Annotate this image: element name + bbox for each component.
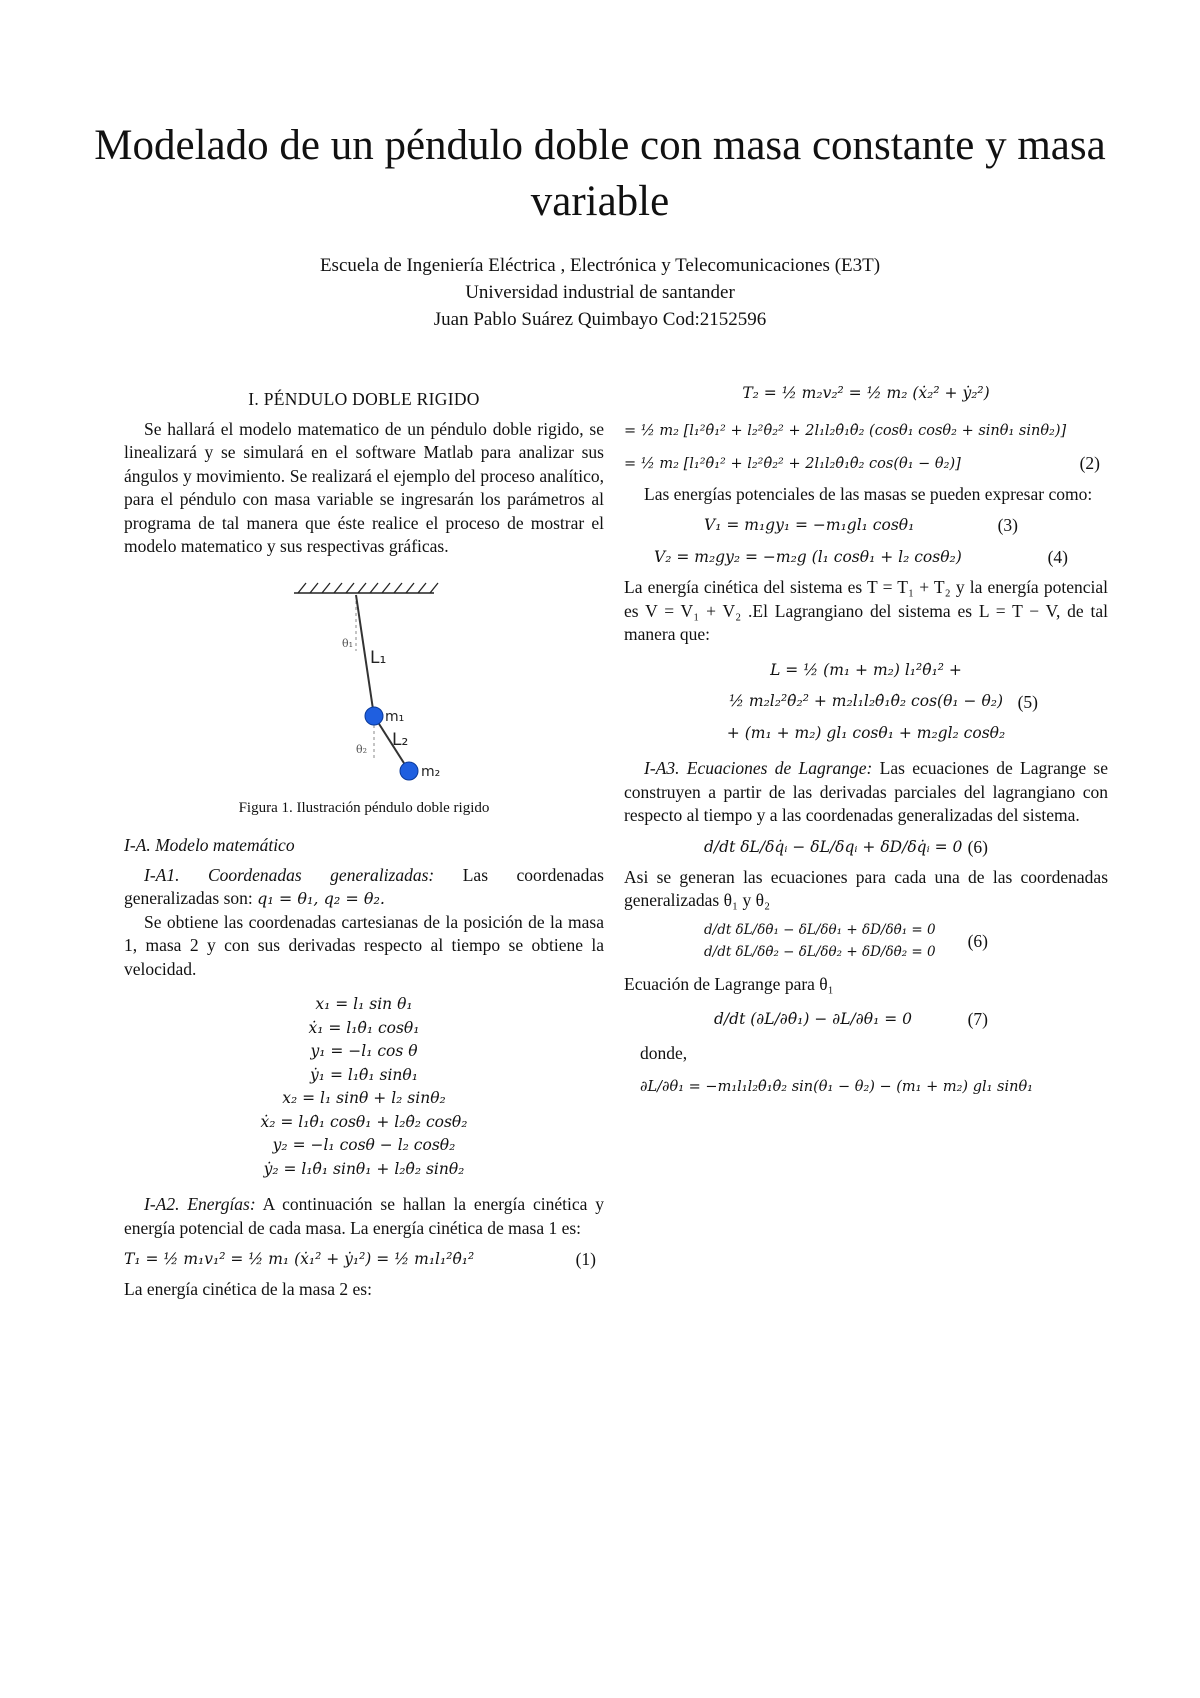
energies-paragraph <box>124 1193 604 1240</box>
generalized-coords-paragraph: Asi se generan las ecuaciones para cada una de las coordenadas generalizadas θ₁ y θ₂ <box>624 866 1108 910</box>
equation-number: (5) <box>1017 691 1038 712</box>
author-name: Juan Pablo Suárez Quimbayo Cod:2152596 <box>433 309 767 330</box>
affiliation-university: Universidad industrial de santander <box>465 282 735 303</box>
theta2-label: θ₂ <box>356 742 368 756</box>
equation-2c <box>624 450 1108 477</box>
equation: ẋ₂ = l₁θ̇₁ cosθ₁ + l₂θ̇₂ cosθ₂ <box>260 1112 468 1131</box>
equation-4 <box>624 544 1108 570</box>
author-block <box>60 252 1140 333</box>
a2-heading: I-A2. Energías: <box>144 1194 256 1214</box>
equation-6 <box>624 834 1108 860</box>
equation-3 <box>624 512 1108 538</box>
donde-text: donde, <box>640 1043 688 1063</box>
equation: ẏ₂ = l₁θ̇₁ sinθ₁ + l₂θ̇₂ sinθ₂ <box>263 1159 465 1178</box>
equation: ẏ₁ = l₁θ̇₁ sinθ₁ <box>310 1065 418 1084</box>
equation-2a: T₂ = ½ m₂v₂² = ½ m₂ (ẋ₂² + ẏ₂²) <box>742 384 990 402</box>
equation-2c-body: = ½ m₂ [l₁²θ̇₁² + l₂²θ̇₂² + 2l₁l₂θ̇₁θ̇₂ cos(θ₁ − θ₂)] <box>624 455 961 472</box>
equation-6b-2: d/dt δL/δθ̇₂ − δL/δθ₂ + δD/δθ̇₂ = 0 <box>704 943 936 960</box>
theta1-label: θ₁ <box>342 636 354 650</box>
a3-text: Las ecuaciones de Lagrange se construyen a partir de las derivadas parciales del lagrangiano con respecto al tiempo y a las coordenadas generalizadas del sistema. <box>624 758 1108 825</box>
equation-5 <box>624 659 1108 746</box>
a2-text: A continuación se hallan la energía cinética y energía potencial de cada masa. La energía cinética de masa 1 es: <box>124 1194 604 1238</box>
L2-label: L₂ <box>392 729 409 750</box>
paper-title: Modelado de un péndulo doble con masa constante y masa variable <box>94 122 1106 225</box>
subsection-heading: I-A. Modelo matemático <box>124 835 295 855</box>
intro-paragraph: Se hallará el modelo matematico de un péndulo doble rigido, se linealizará y se simulará en el software Matlab para analizar sus ángulos y movimiento. Se realizará el ejemplo del proceso analítico, para el péndulo con masa variable se ingresarán los parámetros al programa de tal manera que éste realice el proceso de mostrar el modelo matematico y sus respectivas gráficas. <box>124 418 604 556</box>
left-column <box>124 388 604 1302</box>
a3-heading: I-A3. Ecuaciones de Lagrange: <box>644 758 873 778</box>
equation-6b <box>624 919 1108 963</box>
affiliation-school: Escuela de Ingeniería Eléctrica , Electrónica y Telecomunicaciones (E3T) <box>319 255 881 276</box>
equation-7-body: d/dt (∂L/∂θ̇₁) − ∂L/∂θ₁ = 0 <box>714 1010 913 1028</box>
a1-heading: I-A1. Coordenadas generalizadas: <box>144 864 435 885</box>
equation-5b: ½ m₂l₂²θ̇₂² + m₂l₁l₂θ̇₁θ̇₂ cos(θ₁ − θ₂) <box>728 692 1004 710</box>
equation-7 <box>624 1006 1108 1032</box>
equation-5c: + (m₁ + m₂) gl₁ cosθ₁ + m₂gl₂ cosθ₂ <box>726 723 1006 742</box>
potential-paragraph: Las energías potenciales de las masas se pueden expresar como: <box>644 483 1093 504</box>
a1-math: q₁ = θ₁, q₂ = θ₂. <box>257 889 385 908</box>
equation-number: (6) <box>967 836 988 857</box>
equation-3-body: V₁ = m₁gy₁ = −m₁gl₁ cosθ₁ <box>704 516 915 534</box>
coords-paragraph <box>124 864 604 911</box>
a1-text: Las coordenadas generalizadas son: <box>124 864 604 908</box>
equation-number: (7) <box>967 1009 988 1029</box>
cartesian-equations <box>124 993 604 1181</box>
double-pendulum-figure <box>264 581 464 791</box>
equation-number: (1) <box>575 1249 596 1269</box>
equation-number: (3) <box>997 515 1018 535</box>
figure-caption: Figura 1. Ilustración péndulo doble rigido <box>238 799 490 816</box>
kinetic-m2-text: La energía cinética de la masa 2 es: <box>124 1279 372 1299</box>
equation-4-body: V₂ = m₂gy₂ = −m₂g (l₁ cosθ₁ + l₂ cosθ₂) <box>654 548 962 566</box>
lagrangian-paragraph: La energía cinética del sistema es T = T₁ + T₂ y la energía potencial es V = V₁ + V₂ .El Lagrangiano del sistema es L = T − V, de tal manera que: <box>624 577 1108 644</box>
equation-5a: L = ½ (m₁ + m₂) l₁²θ̇₁² + <box>770 660 962 679</box>
equation-6-body: d/dt δL/δq̇ᵢ − δL/δqᵢ + δD/δq̇ᵢ = 0 <box>704 837 963 856</box>
mass-1 <box>365 707 383 725</box>
cartesian-paragraph: Se obtiene las coordenadas cartesianas de la posición de la masa 1, masa 2 y con sus derivadas respecto al tiempo se obtiene la velocidad. <box>124 911 604 979</box>
lagrange-theta1-text: Ecuación de Lagrange para θ₁ <box>624 973 834 994</box>
equation-6b-1: d/dt δL/δθ̇₁ − δL/δθ₁ + δD/δθ̇₁ = 0 <box>704 921 936 938</box>
lagrange-eq-paragraph <box>624 757 1108 828</box>
equation: y₁ = −l₁ cos θ <box>310 1042 418 1060</box>
equation: x₁ = l₁ sin θ₁ <box>315 995 413 1013</box>
section-heading: I. PÉNDULO DOBLE RIGIDO <box>248 389 480 409</box>
m1-label: m₁ <box>385 708 405 725</box>
mass-2 <box>400 762 418 780</box>
equation: y₂ = −l₁ cosθ − l₂ cosθ₂ <box>272 1136 456 1154</box>
equation-8: ∂L/∂θ₁ = −m₁l₁l₂θ̇₁θ̇₂ sin(θ₁ − θ₂) − (m₁ + m₂) gl₁ sinθ₁ <box>640 1078 1033 1095</box>
equation-number: (4) <box>1047 547 1068 567</box>
equation: x₂ = l₁ sinθ + l₂ sinθ₂ <box>282 1089 446 1107</box>
equation-number: (6) <box>967 930 988 951</box>
equation-1 <box>124 1246 604 1272</box>
equation: ẋ₁ = l₁θ̇₁ cosθ₁ <box>308 1018 420 1037</box>
m2-label: m₂ <box>421 763 441 780</box>
equation-2b: = ½ m₂ [l₁²θ̇₁² + l₂²θ̇₂² + 2l₁l₂θ̇₁θ̇₂ (cosθ₁ cosθ₂ + sinθ₁ sinθ₂)] <box>624 422 1067 439</box>
equation-1-body: T₁ = ½ m₁v₁² = ½ m₁ (ẋ₁² + ẏ₁²) = ½ m₁l₁²θ̇₁² <box>124 1250 475 1268</box>
equation-number: (2) <box>1079 452 1100 473</box>
right-column <box>624 382 1108 1106</box>
L1-label: L₁ <box>370 647 387 668</box>
